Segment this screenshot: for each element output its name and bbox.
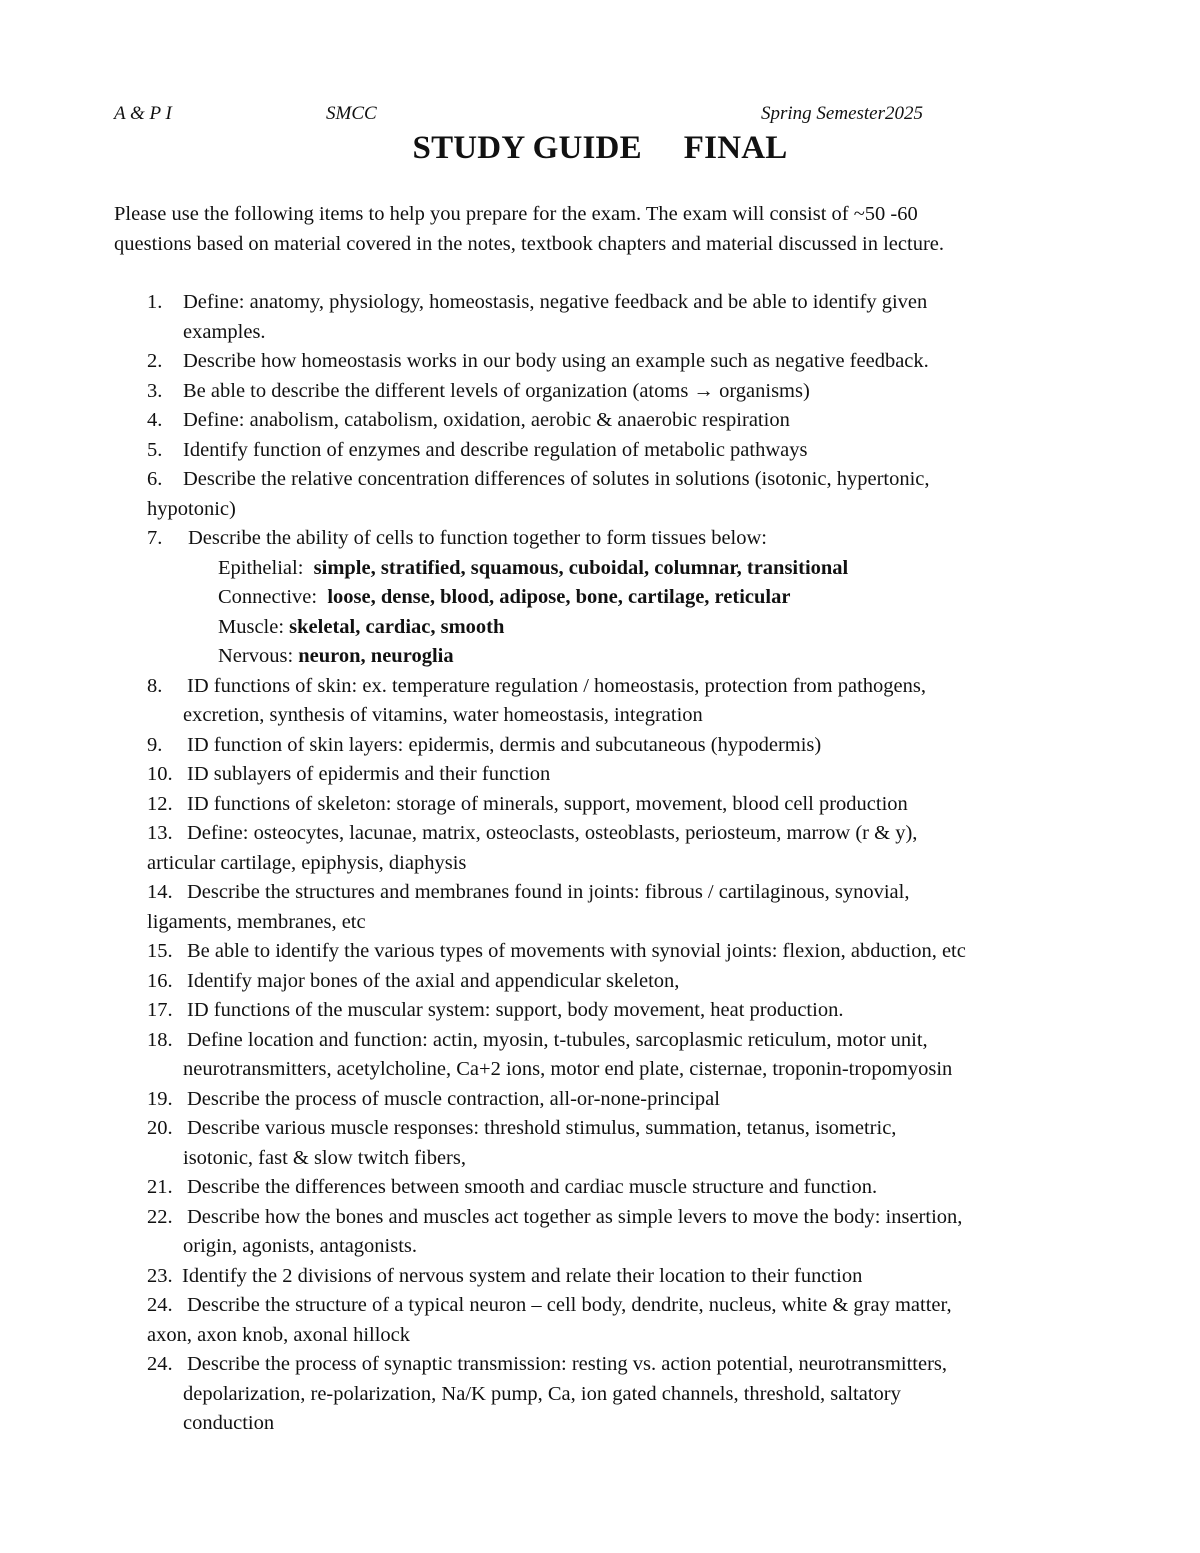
item-text: Identify the 2 divisions of nervous system and relate their location to their function (182, 1264, 863, 1287)
item-number: 20. (147, 1117, 173, 1139)
item-number: 1. (147, 291, 163, 313)
item-text: Describe the ability of cells to function together to form tissues below: (188, 527, 767, 549)
item-text: Define: anabolism, catabolism, oxidation, aerobic & anaerobic respiration (183, 409, 790, 431)
item-number: 4. (147, 409, 163, 431)
item-number: 21. (147, 1176, 173, 1198)
item-number: 2. (147, 350, 163, 372)
list-item (0, 1350, 1200, 1439)
item-text: Describe various muscle responses: threshold stimulus, summation, tetanus, isometric, (187, 1117, 897, 1139)
item-number: 13. (147, 822, 173, 844)
list-item (0, 1262, 1200, 1292)
tissue-nervous: Nervous: neuron, neuroglia (218, 645, 454, 667)
item-number: 8. (147, 674, 163, 697)
list-item (0, 524, 1200, 672)
item-text: ID sublayers of epidermis and their function (187, 763, 551, 785)
list-item (0, 937, 1200, 967)
item-text: Describe how the bones and muscles act together as simple levers to move the body: insertion, (187, 1205, 963, 1228)
list-item (0, 819, 1200, 878)
study-items-list (0, 288, 1200, 1439)
item-number: 24. (147, 1294, 173, 1316)
list-item (0, 288, 1200, 347)
item-number: 10. (147, 763, 173, 785)
list-item (0, 672, 1200, 731)
item-text-end: organisms) (713, 379, 810, 402)
item-text-cont: neurotransmitters, acetylcholine, Ca+2 ions, motor end plate, cisternae, troponin-tropomyosin (183, 1058, 953, 1080)
item-number: 18. (147, 1028, 173, 1051)
list-item (0, 465, 1200, 524)
item-number: 14. (147, 881, 173, 903)
item-text-cont: examples. (183, 320, 266, 343)
intro-line-2: questions based on material covered in the notes, textbook chapters and material discussed in lecture. (114, 232, 944, 255)
item-number: 9. (147, 733, 163, 756)
item-text-cont: axon, axon knob, axonal hillock (147, 1323, 411, 1346)
arrow-right-icon: → (693, 379, 714, 402)
list-item (0, 1085, 1200, 1115)
tissue-muscle: Muscle: skeletal, cardiac, smooth (218, 615, 505, 638)
intro-paragraph (114, 200, 1074, 259)
item-number: 23. (147, 1264, 173, 1287)
item-text: Describe the differences between smooth and cardiac muscle structure and function. (187, 1176, 878, 1198)
title-study-guide: STUDY GUIDE (412, 130, 642, 166)
tissue-epithelial: Epithelial: simple, stratified, squamous, cuboidal, columnar, transitional (218, 556, 849, 579)
item-text: ID functions of skin: ex. temperature regulation / homeostasis, protection from pathogens, (187, 674, 926, 697)
page-title (0, 130, 1200, 167)
list-item (0, 347, 1200, 377)
item-text: Describe the structure of a typical neuron – cell body, dendrite, nucleus, white & gray matter, (187, 1294, 952, 1316)
semester: Spring Semester2025 (761, 103, 924, 124)
list-item (0, 377, 1200, 407)
item-text: Define: anatomy, physiology, homeostasis, negative feedback and be able to identify given (183, 291, 928, 313)
item-text-cont: isotonic, fast & slow twitch fibers, (183, 1146, 466, 1169)
item-text: ID function of skin layers: epidermis, dermis and subcutaneous (hypodermis) (187, 733, 822, 756)
item-number: 6. (147, 468, 163, 490)
list-item (0, 790, 1200, 820)
item-number: 12. (147, 792, 173, 815)
item-number: 19. (147, 1087, 173, 1110)
item-number: 24. (147, 1353, 173, 1375)
list-item (0, 731, 1200, 761)
course-name: A & P I (114, 103, 172, 124)
item-number: 15. (147, 940, 173, 962)
list-item (0, 996, 1200, 1026)
item-text: Identify major bones of the axial and appendicular skeleton, (187, 969, 680, 992)
list-item (0, 878, 1200, 937)
item-text-cont: depolarization, re-polarization, Na/K pump, Ca, ion gated channels, threshold, saltatory (183, 1382, 901, 1405)
list-item (0, 1026, 1200, 1085)
item-number: 16. (147, 969, 173, 992)
list-item (0, 406, 1200, 436)
item-text: ID functions of skeleton: storage of minerals, support, movement, blood cell production (187, 792, 908, 815)
list-item (0, 1203, 1200, 1262)
item-text: Be able to identify the various types of movements with synovial joints: flexion, abduction, etc (187, 940, 966, 962)
item-text: Describe the structures and membranes found in joints: fibrous / cartilaginous, synovial, (187, 881, 910, 903)
item-number: 22. (147, 1205, 173, 1228)
item-text: Define location and function: actin, myosin, t-tubules, sarcoplasmic reticulum, motor unit, (187, 1028, 928, 1051)
item-number: 5. (147, 438, 163, 461)
tissue-connective: Connective: loose, dense, blood, adipose, bone, cartilage, reticular (218, 586, 791, 608)
item-text: Be able to describe the different levels of organization (atoms (183, 379, 694, 402)
item-text-cont: conduction (183, 1412, 275, 1434)
list-item (0, 760, 1200, 790)
item-text-cont: hypotonic) (147, 497, 236, 520)
item-text: Describe the relative concentration differences of solutes in solutions (isotonic, hypertonic, (183, 468, 930, 490)
list-item (0, 1173, 1200, 1203)
list-item (0, 967, 1200, 997)
list-item (0, 436, 1200, 466)
item-text: Identify function of enzymes and describe regulation of metabolic pathways (183, 438, 808, 461)
item-text-cont: excretion, synthesis of vitamins, water homeostasis, integration (183, 704, 703, 726)
item-text: ID functions of the muscular system: support, body movement, heat production. (187, 999, 844, 1021)
item-number: 7. (147, 527, 163, 549)
item-text-cont: articular cartilage, epiphysis, diaphysis (147, 851, 467, 874)
item-text-cont: ligaments, membranes, etc (147, 910, 366, 933)
intro-line-1: Please use the following items to help you prepare for the exam. The exam will consist of ~50 -60 (114, 203, 918, 225)
school-name: SMCC (326, 103, 377, 124)
item-text: Define: osteocytes, lacunae, matrix, osteoclasts, osteoblasts, periosteum, marrow (r & y), (187, 822, 918, 844)
item-text: Describe how homeostasis works in our body using an example such as negative feedback. (183, 350, 929, 372)
item-number: 17. (147, 999, 173, 1021)
item-text: Describe the process of muscle contraction, all-or-none-principal (187, 1087, 720, 1110)
title-final: FINAL (683, 130, 788, 166)
item-text: Describe the process of synaptic transmission: resting vs. action potential, neurotransmitters, (187, 1353, 948, 1375)
list-item (0, 1291, 1200, 1350)
list-item (0, 1114, 1200, 1173)
item-text-cont: origin, agonists, antagonists. (183, 1235, 418, 1257)
item-number: 3. (147, 379, 163, 402)
